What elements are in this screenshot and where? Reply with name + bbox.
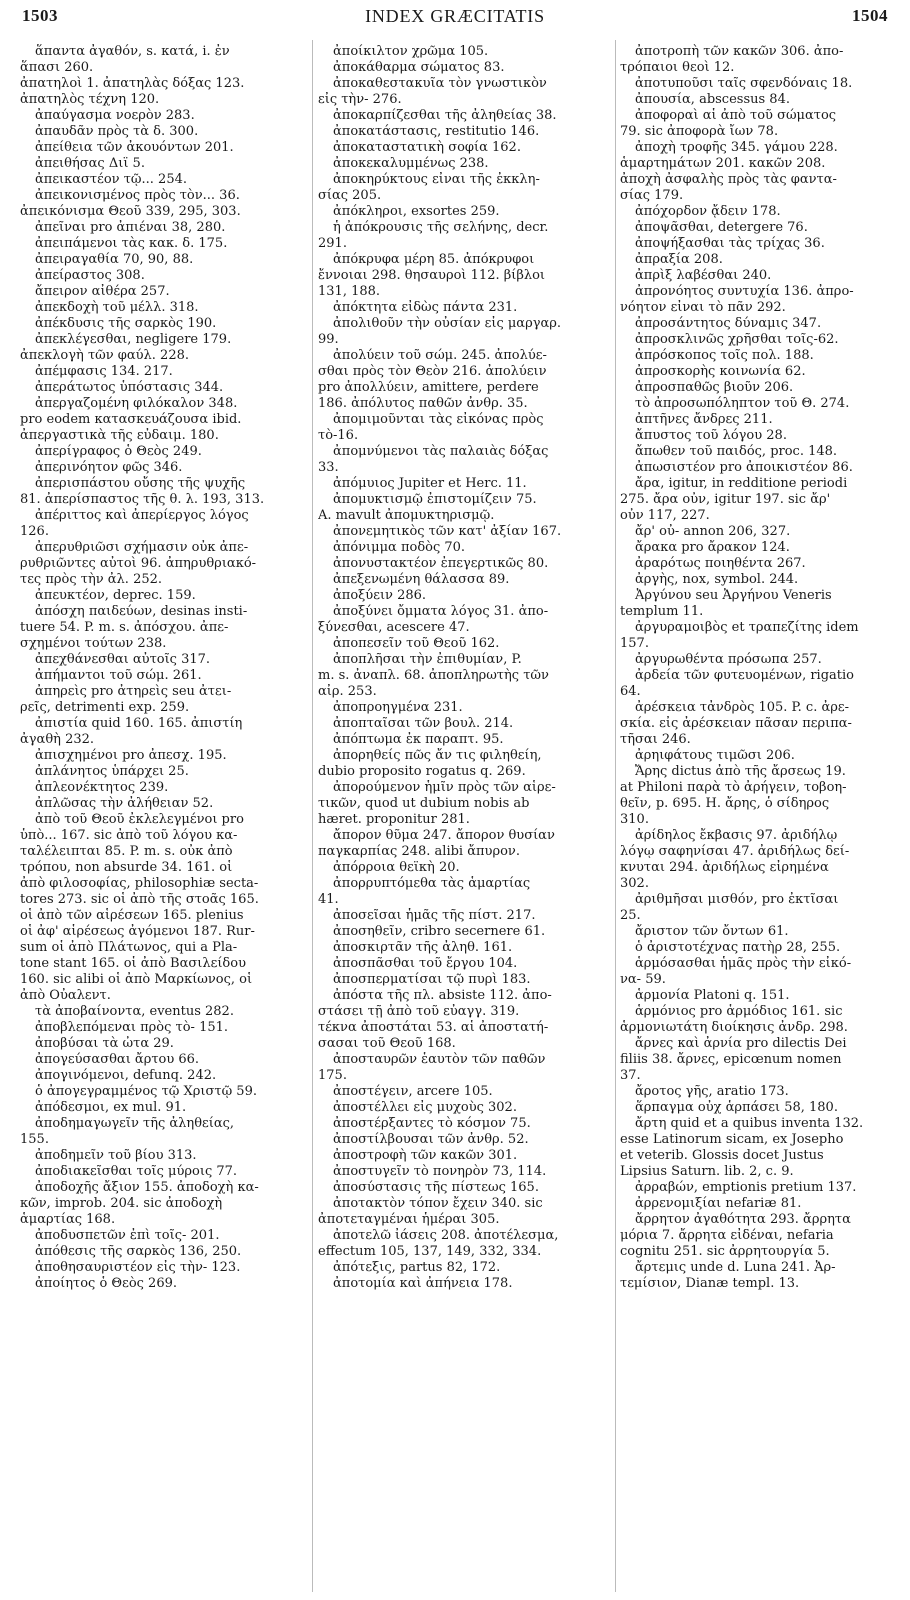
index-entry-line: ἀποκατάστασις, restitutio 146. [333, 124, 540, 139]
index-entry-line: ἀπὸ τοῦ Θεοῦ ἐκλελεγμένοι pro [35, 812, 244, 827]
index-entry-line: ἀποχὴ ἀσφαλὴς πρὸς τὰς φαντα- [620, 172, 837, 187]
index-entry-line: ἀποτακτὸν τόπον ἔχειν 340. sic [333, 1196, 543, 1211]
index-entry-line: ἀπόθεσις τῆς σαρκὸς 136, 250. [35, 1244, 242, 1259]
index-entry-line: ἀπέριττος καὶ ἀπερίεργος λόγος [35, 508, 249, 523]
index-entry-line: ἀπλάνητος ὑπάρχει 25. [35, 764, 189, 779]
index-entry-line: 155. [20, 1132, 49, 1147]
index-entry-line: οἱ ἀφ' αἱρέσεως ἀγόμενοι 187. Rur- [20, 924, 255, 939]
index-entry-line: ἀποξύειν 286. [333, 588, 427, 603]
index-entry-line: m. s. ἀναπλ. 68. ἀποπληρωτὴς τῶν [318, 668, 549, 683]
index-entry-line: ἀποστέλλει εἰς μυχοὺς 302. [333, 1100, 517, 1115]
index-entry-line: ἀποτεταγμέναι ἡμέραι 305. [318, 1212, 500, 1227]
index-entry-line: ἀποστυγεῖν τὸ πονηρὸν 73, 114. [333, 1164, 547, 1179]
index-entry-line: ἀπερινόητον φῶς 346. [35, 460, 183, 475]
index-entry-line: ἀραρότως ποιηθέντα 267. [635, 556, 806, 571]
index-entry-line: ἁρμόνιος pro ἁρμόδιος 161. sic [635, 1004, 843, 1019]
index-entry-line: 275. ἄρα οὖν, igitur 197. sic ἄρ' [620, 492, 831, 507]
index-entry-line: σασαι τοῦ Θεοῦ 168. [318, 1036, 456, 1051]
index-entry-line: esse Latinorum sicam, ex Josepho [620, 1132, 844, 1147]
index-entry-line: pro ἀπολλύειν, amittere, perdere [318, 380, 539, 395]
index-entry-line: ἀποδυσπετῶν ἐπὶ τοῖς- 201. [35, 1228, 220, 1243]
index-entry-line: ἀποτροπὴ τῶν κακῶν 306. ἀπο- [635, 44, 844, 59]
index-entry-line: 160. sic alibi οἱ ἀπὸ Μαρκίωνος, οἱ [20, 972, 253, 987]
index-entry-line: ξύνεσθαι, acescere 47. [318, 620, 470, 635]
index-entry-line: ρυθριῶντες αὐτοὶ 96. ἀπηρυθριακό- [20, 556, 257, 571]
index-entry-line: ἀποβλεπόμεναι πρὸς τὸ- 151. [35, 1020, 229, 1035]
index-entry-line: 302. [620, 876, 649, 891]
index-entry-line: ἀπὸ φιλοσοφίας, philosophiæ secta- [20, 876, 259, 891]
index-entry-line: ἀπόσχη παιδεύων, desinas insti- [35, 604, 248, 619]
running-title: INDEX GRÆCITATIS [365, 6, 545, 26]
index-entry-line: ἀπειθήσας Διῒ 5. [35, 156, 145, 171]
index-entry-line: ἀπευκτέον, deprec. 159. [35, 588, 196, 603]
index-entry-line: λόγῳ σαφηνίσαι 47. ἀριδήλως δεί- [620, 844, 850, 859]
index-entry-line: ἀπατηλὸς τέχνη 120. [20, 92, 160, 107]
index-entry-line: ἀποσκιρτᾶν τῆς ἀληθ. 161. [333, 940, 513, 955]
index-entry-line: ἀπονεμητικὸς τῶν κατ' ἀξίαν 167. [333, 524, 562, 539]
index-entry-line: σίας 205. [318, 188, 382, 203]
index-entry-line: ὁ ἀριστοτέχνας πατὴρ 28, 255. [635, 940, 841, 955]
index-entry-line: templum 11. [620, 604, 704, 619]
index-entry-line: cognitu 251. sic ἀρρητουργία 5. [620, 1244, 830, 1259]
index-entry-line: ἀπορηθείς πῶς ἄν τις φιληθείη, [333, 748, 542, 763]
index-entry-line: ἁρμονία Platoni q. 151. [635, 988, 790, 1003]
index-entry-line: ἀποίητος ὁ Θεὸς 269. [35, 1276, 178, 1291]
index-entry-line: ἀπεικόνισμα Θεοῦ 339, 295, 303. [20, 204, 241, 219]
index-entry-line: ἀποστέγειν, arcere 105. [333, 1084, 493, 1099]
index-entry-line: ἁρμόσασθαι ἡμᾶς πρὸς τὴν εἰκό- [635, 956, 852, 971]
index-entry-line: ὁ ἀπογεγραμμένος τῷ Χριστῷ 59. [35, 1084, 257, 1099]
index-entry-line: ἔννοιαι 298. θησαυροὶ 112. βίβλοι [318, 268, 546, 283]
index-entry-line: ἀπρονόητος συντυχία 136. ἀπρο- [635, 284, 854, 299]
index-entry-line: στάσει τῇ ἀπὸ τοῦ εὐαγγ. 319. [318, 1004, 520, 1019]
index-entry-line: 64. [620, 684, 641, 699]
index-entry-line: ἀπόνιμμα ποδὸς 70. [333, 540, 466, 555]
index-entry-line: ἀπόστα τῆς πλ. absiste 112. ἀπο- [333, 988, 552, 1003]
index-entry-line: τὸ-16. [318, 428, 359, 443]
index-entry-line: ἀποσεῖσαι ἡμᾶς τῆς πίστ. 217. [333, 908, 536, 923]
index-entry-line: ἀποστέρξαντες τὸ κόσμον 75. [333, 1116, 531, 1131]
index-entry-line: ἀποδημαγωγεῖν τῆς ἀληθείας, [35, 1116, 235, 1131]
index-entry-line: ἀρρενομιξίαι nefariæ 81. [635, 1196, 802, 1211]
index-entry-line: εἰς τὴν- 276. [318, 92, 402, 107]
index-entry-line: σίας 179. [620, 188, 684, 203]
index-entry-line: ἀποστροφὴ τῶν κακῶν 301. [333, 1148, 518, 1163]
index-entry-line: ἀπεκλέγεσθαι, negligere 179. [35, 332, 232, 347]
index-entry-line: ἀποπταῖσαι τῶν βουλ. 214. [333, 716, 514, 731]
index-entry-line: ἄπωθεν τοῦ παιδός, proc. 148. [635, 444, 838, 459]
index-entry-line: ἀπέμφασις 134. 217. [35, 364, 173, 379]
index-entry-line: 126. [20, 524, 49, 539]
index-entry-line: ἀπειραγαθία 70, 90, 88. [35, 252, 194, 267]
index-entry-line: ἀπτῆνες ἄνδρες 211. [635, 412, 773, 427]
index-entry-line: παγκαρπίας 248. alibi ἄπυρον. [318, 844, 520, 859]
index-entry-line: ἀποστίλβουσαι τῶν ἀνθρ. 52. [333, 1132, 529, 1147]
index-entry-line: 310. [620, 812, 649, 827]
index-entry-line: ἀπείραστος 308. [35, 268, 145, 283]
index-entry-line: ἀριθμῆσαι μισθόν, pro ἐκτῖσαι [635, 892, 839, 907]
index-entry-line: Ἄρης dictus ἀπὸ τῆς ἄρσεως 19. [635, 764, 846, 779]
index-entry-line: ἀπόκληροι, exsortes 259. [333, 204, 500, 219]
index-entry-line: sum οἱ ἀπὸ Πλάτωνος, qui a Pla- [20, 940, 238, 955]
index-entry-line: ἀργυρωθέντα πρόσωπα 257. [635, 652, 822, 667]
index-entry-line: filiis 38. ἄρνες, epicœnum nomen [620, 1052, 842, 1067]
index-entry-line: αἰρ. 253. [318, 684, 377, 699]
index-entry-line: ταλέλειπται 85. P. m. s. οὐκ ἀπὸ [20, 844, 233, 859]
index-entry-line: οἱ ἀπὸ τῶν αἱρέσεων 165. plenius [20, 908, 244, 923]
index-entry-line: ἀπατηλοὶ 1. ἀπατηλὰς δόξας 123. [20, 76, 245, 91]
index-entry-line: 175. [318, 1068, 347, 1083]
index-entry-line: ἀποσπερματίσαι τῷ πυρὶ 183. [333, 972, 531, 987]
index-entry-line: ἀποδιακεῖσθαι τοῖς μύροις 77. [35, 1164, 238, 1179]
index-entry-line: ἀπεῖναι pro ἀπιέναι 38, 280. [35, 220, 226, 235]
index-entry-line: ἀπροσκορὴς κοινωνία 62. [635, 364, 806, 379]
index-entry-line: at Philoni παρὰ τὸ ἀρήγειν, τοβοη- [620, 780, 847, 795]
index-entry-line: ἀπουσία, abscessus 84. [635, 92, 790, 107]
index-entry-line: ὑπὸ... 167. sic ἀπὸ τοῦ λόγου κα- [20, 828, 238, 843]
index-entry-line: ἀπροσπαθῶς βιοῦν 206. [635, 380, 794, 395]
index-entry-line: τέκνα ἀποστάται 53. αἱ ἀποστατή- [318, 1020, 549, 1035]
index-entry-line: ἀποπλῆσαι τὴν ἐπιθυμίαν, P. [333, 652, 522, 667]
index-entry-line: σχημένοι τούτων 238. [20, 636, 167, 651]
index-entry-line: ἄρνες καὶ ἀρνία pro dilectis Dei [635, 1036, 847, 1051]
index-entry-line: 186. ἀπόλυτος παθῶν ἀνθρ. 35. [318, 396, 528, 411]
index-entry-line: ἄρτεμις unde d. Luna 241. Ἀρ- [635, 1260, 836, 1275]
index-entry-line: ἄροτος γῆς, aratio 173. [635, 1084, 789, 1099]
index-entry-line: ἀπομιμοῦνται τὰς εἰκόνας πρὸς [333, 412, 544, 427]
index-entry-line: ἀπεράτωτος ὑπόστασις 344. [35, 380, 224, 395]
index-entry-line: ἀποθησαυριστέον εἰς τὴν- 123. [35, 1260, 241, 1275]
index-entry-line: ἀρδεία τῶν φυτευομένων, rigatio [635, 668, 854, 683]
index-entry-line: ἀποφοραὶ αἱ ἀπὸ τοῦ σώματος [635, 108, 837, 123]
index-entry-line: ἀποτελῶ ἰάσεις 208. ἀποτέλεσμα, [333, 1228, 559, 1243]
index-entry-line: ἀπεκλογὴ τῶν φαύλ. 228. [20, 348, 189, 363]
index-entry-line: ἀπλῶσας τὴν ἀλήθειαν 52. [35, 796, 214, 811]
index-entry-line: ἀπομυκτισμῷ ἐπιστομίζειν 75. [333, 492, 537, 507]
index-entry-line: ἀπόκτητα εἰδὼς πάντα 231. [333, 300, 518, 315]
index-entry-line: 37. [620, 1068, 641, 1083]
index-entry-line: ἀποκάθαρμα σώματος 83. [333, 60, 505, 75]
index-entry-line: ἡ ἀπόκρουσις τῆς σελήνης, decr. [333, 220, 549, 235]
index-entry-line: ἄρακα pro ἄρακον 124. [635, 540, 790, 555]
index-entry-line: ἀποχὴ τροφῆς 345. γάμου 228. [635, 140, 838, 155]
index-entry-line: τικῶν, quod ut dubium nobis ab [318, 796, 530, 811]
index-entry-line: ἄρα, igitur, in redditione periodi [635, 476, 848, 491]
index-entry-line: 25. [620, 908, 641, 923]
index-entry-line: τὰ ἀποβαίνοντα, eventus 282. [35, 1004, 234, 1019]
index-entry-line: 81. ἀπερίσπαστος τῆς θ. λ. 193, 313. [20, 492, 265, 507]
index-entry-line: ἀπογεύσασθαι ἄρτου 66. [35, 1052, 200, 1067]
index-entry-line: κῶν, improb. 204. sic ἀποδοχὴ [20, 1196, 223, 1211]
index-entry-line: σκία. εἰς ἀρέσκειαν πᾶσαν περιπα- [620, 716, 852, 731]
index-entry-line: ἀπεργαστικὰ τῆς εὐδαιμ. 180. [20, 428, 219, 443]
index-entry-line: ἀποτυποῦσι ταῖς σφενδόναις 18. [635, 76, 853, 91]
index-entry-line: ἀποκαταστατικὴ σοφία 162. [333, 140, 521, 155]
index-entry-line: ἀποσύστασις τῆς πίστεως 165. [333, 1180, 539, 1195]
index-column-1 [20, 44, 307, 1594]
index-entry-line: ἀπειπάμενοι τὰς κακ. δ. 175. [35, 236, 228, 251]
index-entry-line: ἅπασι 260. [20, 60, 94, 75]
index-entry-line: ἀπόρροια θεϊκὴ 20. [333, 860, 460, 875]
index-entry-line: ἀπρὶξ λαβέσθαι 240. [635, 268, 772, 283]
index-entry-line: ἀπλεονέκτητος 239. [35, 780, 169, 795]
index-entry-line: et veterib. Glossis docet Justus [620, 1148, 824, 1163]
index-entry-line: ἀπεικονισμένος πρὸς τὸν... 36. [35, 188, 240, 203]
index-entry-line: ἀπαυδᾶν πρὸς τὰ δ. 300. [35, 124, 199, 139]
index-entry-line: ἁμαρτίας 168. [20, 1212, 116, 1227]
index-entry-line: ἀποκεκαλυμμένως 238. [333, 156, 489, 171]
index-entry-line: ἄρτη quid et a quibus inventa 132. [635, 1116, 864, 1131]
page-header [22, 4, 888, 32]
index-entry-line: τρόπαιοι θεοὶ 12. [620, 60, 735, 75]
index-entry-line: τες πρὸς τὴν ἀλ. 252. [20, 572, 163, 587]
index-entry-line: pro eodem κατασκευάζουσα ibid. [20, 412, 242, 427]
index-entry-line: ἀποτομία καὶ ἀπήνεια 178. [333, 1276, 513, 1291]
page-number-right: 1504 [852, 6, 888, 25]
index-entry-line: ἀπερίγραφος ὁ Θεὸς 249. [35, 444, 202, 459]
index-entry-line: ἀπολιθοῦν τὴν οὐσίαν εἰς μαργαρ. [333, 316, 562, 331]
index-entry-line: 41. [318, 892, 339, 907]
index-entry-line: ἀποδοχῆς ἄξιον 155. ἀποδοχὴ κα- [35, 1180, 259, 1195]
index-entry-line: 33. [318, 460, 339, 475]
index-entry-line: ἀποβύσαι τὰ ὦτα 29. [35, 1036, 174, 1051]
index-entry-line: ἅρπαγμα οὐχ ἁρπάσει 58, 180. [635, 1100, 838, 1115]
index-entry-line: ἀπείθεια τῶν ἀκουόντων 201. [35, 140, 234, 155]
index-entry-line: ἀπόπτωμα ἐκ παραπτ. 95. [333, 732, 504, 747]
index-entry-line: ἀπορούμενον ἡμῖν πρὸς τῶν αἱρε- [333, 780, 556, 795]
index-entry-line: ἀπιστία quid 160. 165. ἀπιστίη [35, 716, 243, 731]
index-entry-line: θεῖν, p. 695. H. ἄρης, ὁ σίδηρος [620, 796, 830, 811]
index-entry-line: νόητον εἶναι τὸ πᾶν 292. [620, 300, 786, 315]
index-entry-line: τῆσαι 246. [620, 732, 691, 747]
index-entry-line: τὸ ἀπροσωπόληπτον τοῦ Θ. 274. [635, 396, 850, 411]
index-entry-line: ἀρηιφάτους τιμῶσι 206. [635, 748, 795, 763]
index-entry-line: ἀρραβών, emptionis pretium 137. [635, 1180, 857, 1195]
index-entry-line: ἀπορρυπτόμεθα τὰς ἁμαρτίας [333, 876, 531, 891]
index-entry-line: ἀπηρεὶς pro ἀτηρεὶς seu ἀτει- [35, 684, 232, 699]
index-entry-line: 99. [318, 332, 339, 347]
index-entry-line: κνυται 294. ἀριδήλως εἰρημένα [620, 860, 829, 875]
index-entry-line: ἀποπροηγμένα 231. [333, 700, 463, 715]
column-divider [312, 40, 313, 1592]
index-entry-line: ἀρέσκεια τἀνδρὸς 105. P. c. ἀρε- [635, 700, 850, 715]
index-entry-line: ἀπόμυιος Jupiter et Herc. 11. [333, 476, 527, 491]
index-entry-line: effectum 105, 137, 149, 332, 334. [318, 1244, 542, 1259]
index-entry-line: ἀπεργαζομένη φιλόκαλον 348. [35, 396, 238, 411]
index-entry-line: ἄρρητον ἀγαθότητα 293. ἄρρητα [635, 1212, 851, 1227]
index-entry-line: ἀγαθὴ 232. [20, 732, 95, 747]
index-entry-line: ἄπορον θῦμα 247. ἄπορον θυσίαν [333, 828, 555, 843]
column-divider [615, 40, 616, 1592]
index-entry-line: ἀποσταυρῶν ἑαυτὸν τῶν παθῶν [333, 1052, 546, 1067]
index-entry-line: ἀπραξία 208. [635, 252, 723, 267]
index-entry-line: ἀποκαρπίζεσθαι τῆς ἀληθείας 38. [333, 108, 557, 123]
index-entry-line: ἀποσπᾶσθαι τοῦ ἔργου 104. [333, 956, 518, 971]
index-column-3 [620, 44, 892, 1594]
index-entry-line: ἀποξύνει ὄμματα λόγος 31. ἀπο- [333, 604, 549, 619]
index-entry-line: τρόπου, non absurde 34. 161. οἱ [20, 860, 233, 875]
index-entry-line: ἀπέκδυσις τῆς σαρκὸς 190. [35, 316, 217, 331]
index-entry-line: ἀπεκδοχὴ τοῦ μέλλ. 318. [35, 300, 199, 315]
index-entry-line: ἀπεξενωμένη θάλασσα 89. [333, 572, 510, 587]
index-entry-line: tone stant 165. οἱ ἀπὸ Βασιλείδου [20, 956, 246, 971]
index-entry-line: ἀπόδεσμοι, ex mul. 91. [35, 1100, 187, 1115]
index-entry-line: ἀπισχημένοι pro ἀπεσχ. 195. [35, 748, 227, 763]
index-entry-line: A. mavult ἀπομυκτηρισμῷ. [318, 508, 495, 523]
index-entry-line: ἀπροσάντητος δύναμις 347. [635, 316, 822, 331]
index-entry-line: ἀποίκιλτον χρῶμα 105. [333, 44, 489, 59]
index-entry-line: tuere 54. P. m. s. ἀπόσχου. ἀπε- [20, 620, 229, 635]
index-entry-line: Lipsius Saturn. lib. 2, c. 9. [620, 1164, 794, 1179]
index-entry-line: ἀπωσιστέον pro ἀποικιστέον 86. [635, 460, 853, 475]
index-entry-line: 291. [318, 236, 347, 251]
index-entry-line: τεμίσιον, Dianæ templ. 13. [620, 1276, 800, 1291]
index-entry-line: μόρια 7. ἄρρητα εἰδέναι, nefaria [620, 1228, 834, 1243]
index-entry-line: ἁμαρτημάτων 201. κακῶν 208. [620, 156, 826, 171]
index-entry-line: ἀπεικαστέον τῷ... 254. [35, 172, 187, 187]
index-entry-line: ἀποδημεῖν τοῦ βίου 313. [35, 1148, 197, 1163]
index-entry-line: ἀργὴς, nox, symbol. 244. [635, 572, 799, 587]
index-entry-line: ἀπερυθριῶσι σχήμασιν οὐκ ἀπε- [35, 540, 249, 555]
index-entry-line: ἀπόκρυφα μέρη 85. ἀπόκρυφοι [333, 252, 535, 267]
index-entry-line: σθαι πρὸς τὸν Θεὸν 216. ἀπολύειν [318, 364, 547, 379]
index-entry-line: ἀπερισπάστου οὔσης τῆς ψυχῆς [35, 476, 246, 491]
index-entry-line: 131, 188. [318, 284, 381, 299]
index-entry-line: ἀποψήξασθαι τὰς τρίχας 36. [635, 236, 825, 251]
index-entry-line: ἀπρόσκοπος τοῖς πολ. 188. [635, 348, 814, 363]
index-entry-line: ἀπότεξις, partus 82, 172. [333, 1260, 501, 1275]
index-entry-line: ἀποπεσεῖν τοῦ Θεοῦ 162. [333, 636, 500, 651]
index-entry-line: ἀποψᾶσθαι, detergere 76. [635, 220, 808, 235]
index-entry-line: ἀποκαθεστακυῖα τὸν γνωστικὸν [333, 76, 547, 91]
index-entry-line: ἀπὸ Οὐαλεντ. [20, 988, 111, 1003]
index-entry-line: ἀπογινόμενοι, defunq. 242. [35, 1068, 217, 1083]
index-entry-line: οὖν 117, 227. [620, 508, 710, 523]
index-entry-line: ἄρ' οὐ- annon 206, 327. [635, 524, 791, 539]
index-entry-line: ἀργυραμοιβὸς et τραπεζίτης idem [635, 620, 859, 635]
index-entry-line: hæret. proponitur 281. [318, 812, 470, 827]
index-entry-line: 157. [620, 636, 649, 651]
index-entry-line: ἀπαύγασμα νοερὸν 283. [35, 108, 195, 123]
index-entry-line: ἄριστον τῶν ὄντων 61. [635, 924, 789, 939]
index-entry-line: ἀπόχορδον ᾄδειν 178. [635, 204, 781, 219]
index-entry-line: ἄπειρον αἰθέρα 257. [35, 284, 170, 299]
index-column-2 [318, 44, 610, 1594]
index-entry-line: ἀπονυστακτέον ἐπεγερτικῶς 80. [333, 556, 549, 571]
index-entry-line: ἀπήμαντοι τοῦ σώμ. 261. [35, 668, 202, 683]
index-entry-line: ἀποσηθεῖν, cribro secernere 61. [333, 924, 546, 939]
index-entry-line: ἄπυστος τοῦ λόγου 28. [635, 428, 787, 443]
index-entry-line: ἀπομνύμενοι τὰς παλαιὰς δόξας [333, 444, 549, 459]
index-entry-line: ἁρμονιωτάτη διοίκησις ἀνδρ. 298. [620, 1020, 848, 1035]
index-entry-line: να- 59. [620, 972, 666, 987]
index-entry-line: ἀπολύειν τοῦ σώμ. 245. ἀπολύε- [333, 348, 547, 363]
index-entry-line: ἀρίδηλος ἔκβασις 97. ἀριδήλῳ [635, 828, 838, 843]
index-entry-line: ἀπεχθάνεσθαι αὐτοῖς 317. [35, 652, 211, 667]
index-entry-line: 79. sic ἀποφορὰ ἴων 78. [620, 124, 779, 139]
index-entry-line: tores 273. sic οἱ ἀπὸ τῆς στοᾶς 165. [20, 892, 259, 907]
index-entry-line: ἅπαντα ἀγαθόν, s. κατά, i. ἐν [35, 44, 230, 59]
index-entry-line: Ἀργύνου seu Ἀργήνου Veneris [635, 588, 832, 603]
index-entry-line: ἀποκηρύκτους εἶναι τῆς ἐκκλη- [333, 172, 540, 187]
index-entry-line: dubio proposito rogatus q. 269. [318, 764, 526, 779]
page-number-left: 1503 [22, 6, 58, 25]
index-entry-line: ρεῖς, detrimenti exp. 259. [20, 700, 190, 715]
index-entry-line: ἀπροσκλινῶς χρῆσθαι τοῖς-62. [635, 332, 839, 347]
